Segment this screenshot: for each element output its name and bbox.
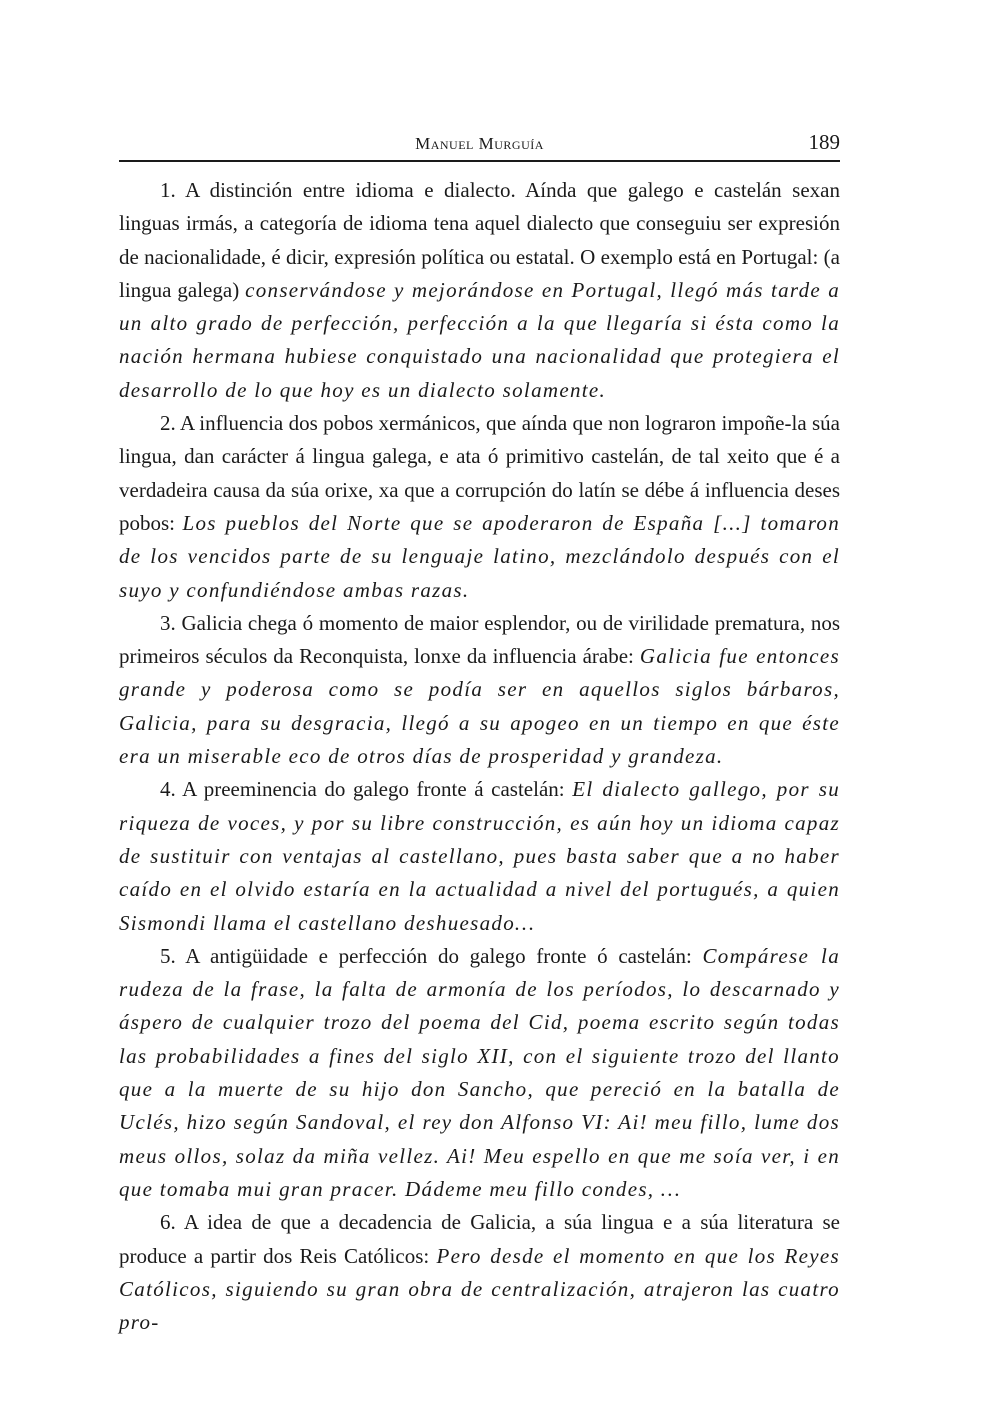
- paragraph-6-text: 6. A idea de que a decadencia de Galicia, a súa lingua e a súa literatura se produce a partir dos Reis Católicos:: [119, 1210, 840, 1268]
- paragraph-4: [119, 773, 840, 939]
- page-body: [119, 174, 840, 1339]
- paragraph-5: [119, 940, 840, 1206]
- paragraph-5-quote: Compárese la rudeza de la frase, la falta de armonía de los períodos, lo descarnado y áspero de cualquier trozo del poema del Cid, poema escrito según todas las probabilidades a fines del siglo XII, con el siguiente trozo del llanto que a la muerte de su hijo don Sancho, que pereció en la batalla de Uclés, hizo según Sandoval, el rey don Alfonso VI: Ai! meu fillo, lume dos meus ollos, solaz da miña vellez. Ai! Meu espello en que me soía ver, i en que tomaba mui gran pracer. Dádeme meu fillo condes, …: [119, 943, 840, 1201]
- paragraph-4-quote: El dialecto gallego, por su riqueza de voces, y por su libre construcción, es aún hoy un idioma capaz de sustituir con ventajas al castellano, pues basta saber que a no haber caído en el olvido estaría en la actualidad a nivel del portugués, a quien Sismondi llama el castellano deshuesado…: [119, 777, 840, 935]
- page-header: [119, 128, 840, 162]
- paragraph-3: [119, 607, 840, 773]
- paragraph-6: [119, 1206, 840, 1339]
- paragraph-2-text: 2. A influencia dos pobos xermánicos, que aínda que non lograron impoñe-la súa lingua, dan carácter á lingua galega, e ata ó primitivo castelán, de tal xeito que é a verdadeira causa da súa orixe, xa que a corrupción do latín se débe á influencia deses pobos:: [119, 411, 840, 535]
- book-page: [119, 128, 840, 1339]
- paragraph-1-quote: conservándose y mejorándose en Portugal, llegó más tarde a un alto grado de perfección, perfección a la que llegaría si ésta como la nación hermana hubiese conquistado una nacionalidad que protegiera el desarrollo de lo que hoy es un dialecto solamente.: [119, 277, 841, 402]
- paragraph-5-text: 5. A antigüidade e perfección do galego fronte ó castelán:: [160, 943, 703, 968]
- page-number: 189: [808, 130, 840, 154]
- paragraph-2-quote: Los pueblos del Norte que se apoderaron de España [...] tomaron de los vencidos parte de su lenguaje latino, mezclándolo después con el suyo y confundiéndose ambas razas.: [119, 510, 840, 602]
- paragraph-3-text: 3. Galicia chega ó momento de maior esplendor, ou de virilidade prematura, nos primeiros séculos da Reconquista, lonxe da influencia árabe:: [119, 610, 840, 669]
- paragraph-1-text: 1. A distinción entre idioma e dialecto. Aínda que galego e castelán sexan linguas irmás, a categoría de idioma tena aquel dialecto que conseguiu ser expresión de nacionalidade, é dicir, expresión política ou estatal. O exemplo está en Portugal: (a lingua galega): [119, 178, 840, 302]
- paragraph-6-quote: Pero desde el momento en que los Reyes Católicos, siguiendo su gran obra de centralización, atrajeron las cuatro pro-: [119, 1243, 840, 1335]
- paragraph-1: [119, 174, 840, 407]
- paragraph-4-text: 4. A preeminencia do galego fronte á castelán:: [160, 777, 573, 802]
- paragraph-3-quote: Galicia fue entonces grande y poderosa como se podía ser en aquellos siglos bárbaros, Galicia, para su desgracia, llegó a su apogeo en un tiempo en que éste era un miserable eco de otros días de prosperidad y grandeza.: [119, 644, 840, 769]
- paragraph-2: [119, 407, 840, 607]
- running-head-author: Manuel Murguía: [415, 134, 544, 153]
